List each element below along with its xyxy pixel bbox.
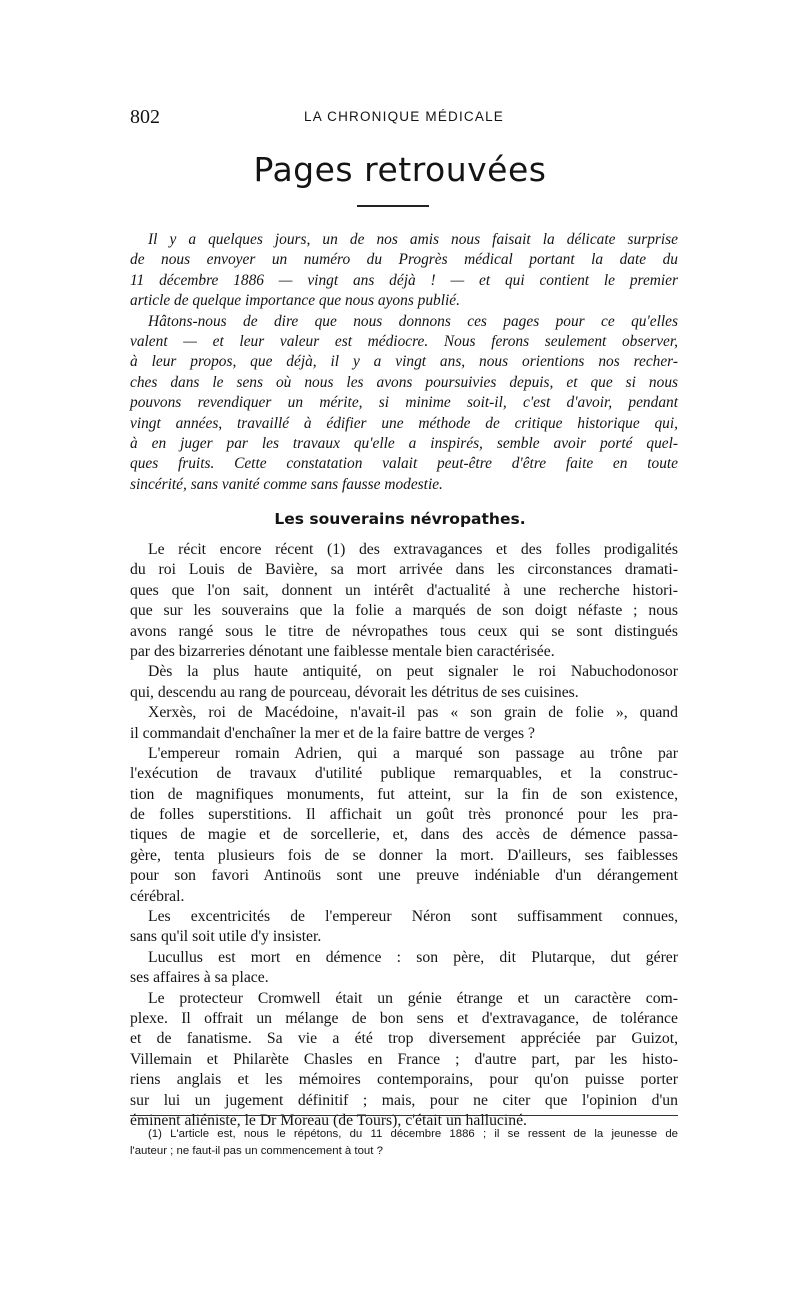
intro-line: 11 décembre 1886 — vingt ans déjà ! — et qui contient le premier	[130, 271, 678, 289]
intro-line: ches dans le sens où nous les avons poursuivies depuis, et que si nous	[130, 373, 678, 391]
intro-line: ques fruits. Cette constatation valait peut-être d'être faite en toute	[130, 455, 678, 473]
body-line: et de fanatisme. Sa vie a été trop diversement appréciée par Guizot,	[130, 1030, 678, 1048]
intro-line: de nous envoyer un numéro du Progrès médical portant la date du	[130, 251, 678, 269]
intro-line: sincérité, sans vanité comme sans fausse modestie.	[130, 475, 443, 493]
body-line: pour son favori Antinoüs sont une preuve indéniable d'un dérangement	[130, 867, 678, 885]
body-line: Dès la plus haute antiquité, on peut signaler le roi Nabuchodonosor	[148, 663, 678, 681]
body-line: Villemain et Philarète Chasles en France ; d'autre part, par les histo-	[130, 1050, 678, 1068]
article-heading: Les souverains névropathes.	[274, 510, 526, 528]
body-line: que sur les souverains que la folie a marqués de son doigt néfaste ; nous	[130, 602, 678, 620]
intro-line: Hâtons-nous de dire que nous donnons ces pages pour ce qu'elles	[148, 312, 678, 330]
body-line: Lucullus est mort en démence : son père, dit Plutarque, dut gérer	[148, 948, 678, 966]
body-line: tiques de magie et de sorcellerie, et, dans des accès de démence passa-	[130, 826, 678, 844]
body-line: éminent aliéniste, le Dr Moreau (de Tours), c'était un halluciné.	[130, 1111, 527, 1129]
footnote-rule	[130, 1115, 678, 1116]
body-line: gère, tenta plusieurs fois de se donner la mort. D'ailleurs, ses faiblesses	[130, 846, 678, 864]
body-line: ques que l'on sait, donnent un intérêt d'actualité à une recherche histori-	[130, 581, 678, 599]
body-line: L'empereur romain Adrien, qui a marqué son passage au trône par	[148, 744, 678, 762]
body-line: de folles superstitions. Il affichait un goût très prononcé pour les pra-	[130, 806, 678, 824]
intro-line: pouvons revendiquer un mérite, si minime soit-il, c'est d'avoir, pendant	[130, 394, 678, 412]
intro-paragraphs	[130, 230, 678, 495]
footnote-line: (1) L'article est, nous le répétons, du 11 décembre 1886 ; il se ressent de la jeunesse de	[148, 1128, 678, 1140]
intro-line: à en juger par les travaux qu'elle a inspirés, semble avoir porté quel-	[130, 434, 678, 452]
body-line: qui, descendu au rang de pourceau, dévorait les détritus de ses cuisines.	[130, 683, 579, 701]
footnote-line: l'auteur ; ne faut-il pas un commencement à tout ?	[130, 1145, 383, 1157]
body-line: sur lui un jugement définitif ; mais, pour ne citer que l'opinion d'un	[130, 1091, 678, 1109]
article-body	[130, 540, 678, 1131]
body-line: riens anglais et les mémoires contemporains, pour qu'on puisse porter	[130, 1071, 678, 1089]
running-head	[130, 106, 678, 130]
body-line: il commandait d'enchaîner la mer et de la faire battre de verges ?	[130, 724, 535, 742]
body-line: l'exécution de travaux d'utilité publique remarquables, et la construc-	[130, 765, 678, 783]
intro-line: article de quelque importance que nous ayons publié.	[130, 292, 460, 310]
intro-line: Il y a quelques jours, un de nos amis nous faisait la délicate surprise	[148, 231, 678, 248]
body-line: plexe. Il offrait un mélange de bon sens et d'extravagance, de tolérance	[130, 1009, 678, 1027]
body-line: sans qu'il soit utile d'y insister.	[130, 928, 322, 946]
footnotes	[130, 1126, 678, 1160]
intro-line: vingt années, travaillé à édifier une méthode de critique historique qui,	[130, 414, 678, 432]
body-line: ses affaires à sa place.	[130, 969, 269, 987]
intro-line: valent — et leur valeur est médiocre. Nous ferons seulement observer,	[130, 332, 678, 350]
body-line: avons rangé sous le titre de névropathes tous ceux qui se sont distingués	[130, 622, 678, 640]
body-line: cérébral.	[130, 887, 185, 905]
journal-title: LA CHRONIQUE MÉDICALE	[304, 109, 504, 124]
body-line: du roi Louis de Bavière, sa mort arrivée dans les circonstances dramati-	[130, 561, 678, 579]
body-line: Le protecteur Cromwell était un génie étrange et un caractère com-	[148, 989, 678, 1007]
intro-line: à leur propos, que déjà, il y a vingt ans, nous orientions nos recher-	[130, 353, 678, 371]
body-line: tion de magnifiques monuments, fut atteint, sur la fin de son existence,	[130, 785, 678, 803]
body-line: Le récit encore récent (1) des extravagances et des folles prodigalités	[148, 541, 678, 558]
body-line: par des bizarreries dénotant une faiblesse mentale bien caractérisée.	[130, 642, 555, 660]
body-line: Xerxès, roi de Macédoine, n'avait-il pas « son grain de folie », quand	[148, 704, 678, 722]
page-number: 802	[130, 106, 160, 128]
title-rule	[357, 205, 429, 207]
body-line: Les excentricités de l'empereur Néron sont suffisamment connues,	[148, 908, 678, 926]
section-title: Pages retrouvées	[253, 150, 547, 189]
